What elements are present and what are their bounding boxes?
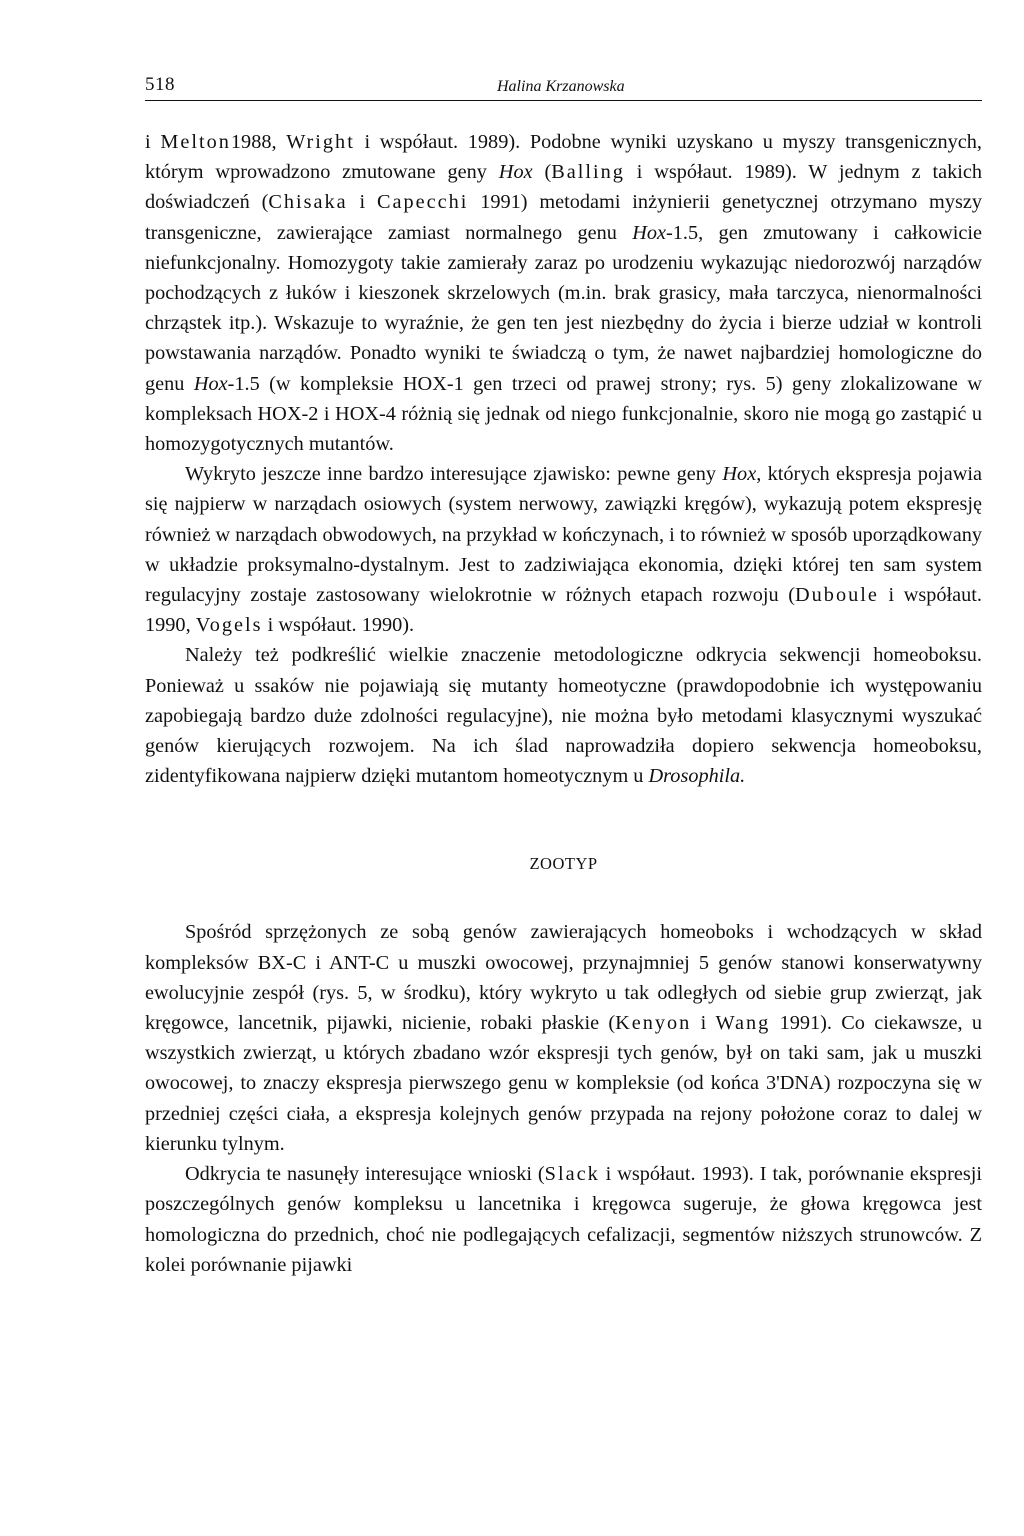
text-run: 1988, [230, 131, 287, 153]
paragraphs-after-heading [145, 917, 982, 1279]
text-run: -1.5, gen zmutowany i całkowicie niefunkcjonalny. Homozygoty takie zamierały zaraz po urodzeniu wykazując niedorozwój narządów pochodzących z łuków i kieszonek skrzelowych (m.in. brak grasicy, mała tarczyca, nienormalności chrząstek itp.). Wskazuje to wyraźnie, że gen ten jest niezbędny do życia i bierze udział w kontroli powstawania narządów. Ponadto wyniki te świadczą o tym, że nawet najbardziej homologiczne do genu [145, 221, 982, 395]
author-name: Wright [286, 131, 355, 153]
text-run: i współaut. 1989). Podobne wyniki uzyskano u myszy transgenicznych, którym wprowadzono zmutowane geny [145, 131, 982, 184]
text-run: i [145, 131, 161, 153]
italic-term: Hox [722, 463, 757, 486]
author-name: Duboule [795, 584, 879, 607]
section-heading: ZOOTYP [529, 854, 598, 874]
text-run: Spośród sprzężonych ze sobą genów zawierających homeoboks i wchodzących w skład kompleksów BX-C i ANT-C u muszki owocowej, przynajmniej 5 genów stanowi konserwatywny ewolucyjnie zespół (rys. 5, w środku), który wykryto u tak odległych od siebie grup zwierząt, jak kręgowce, lancetnik, pijawki, nicienie, robaki płaskie ( [145, 921, 982, 1035]
text-run: -1.5 (w kompleksie HOX-1 gen trzeci od prawej strony; rys. 5) geny zlokalizowane w kompleksach HOX-2 i HOX-4 różnią się jednak od niego funkcjonalnie, skoro nie mogą go zastąpić u homozygotycznych mutantów. [145, 372, 982, 456]
paragraph [145, 1159, 982, 1280]
text-run: i współaut. 1990, [145, 584, 982, 637]
text-run: Wykryto jeszcze inne bardzo interesujące zjawisko: pewne geny [185, 463, 723, 486]
paragraph [145, 459, 982, 640]
author-name: Chisaka [268, 191, 348, 214]
paragraph [145, 917, 982, 1159]
author-name: Kenyon [615, 1012, 692, 1035]
text-run: i [347, 191, 377, 214]
author-name: Wang [715, 1012, 771, 1035]
text-run: i współaut. 1989). W jednym z takich doświadczeń ( [145, 161, 982, 214]
page-header [145, 70, 982, 101]
text-run: i współaut. 1990). [262, 614, 415, 637]
text-run: 1991). Co ciekawsze, u wszystkich zwierząt, u których zbadano wzór ekspresji tych genów, był on taki sam, jak u muszki owocowej, to znaczy ekspresja pierwszego genu w kompleksie (od końca 3'DNA) rozpoczyna się w przedniej części ciała, a ekspresja kolejnych genów przypada na rejony położone coraz to dalej w kierunku tylnym. [145, 1012, 983, 1155]
paragraph [145, 640, 982, 791]
paragraphs-before-heading [145, 127, 982, 791]
paragraph [145, 127, 982, 459]
page-number: 518 [145, 74, 175, 95]
italic-term: Hox [193, 372, 228, 395]
book-page [145, 70, 982, 1280]
italic-term: Hox [632, 221, 667, 244]
italic-term: Drosophila. [648, 765, 746, 788]
text-run: ( [532, 161, 552, 184]
author-name: Melton [160, 131, 231, 153]
author-name: Capecchi [376, 191, 469, 214]
running-head-author: Halina Krzanowska [497, 78, 625, 95]
text-run: Odkrycia te nasunęły interesujące wnioski ( [185, 1163, 545, 1186]
text-run: 1991) metodami inżynierii genetycznej otrzymano myszy transgeniczne, zawierające zamiast normalnego genu [145, 191, 982, 244]
author-name: Slack [544, 1163, 600, 1186]
italic-term: Hox [498, 161, 533, 184]
text-run: i [691, 1012, 716, 1035]
text-run: , których ekspresja pojawia się najpierw w narządach osiowych (system nerwowy, zawiązki kręgów), wykazują potem ekspresję również w narządach obwodowych, na przykład w kończynach, i to również w sposób uporządkowany w układzie proksymalno-dystalnym. Jest to zadziwiająca ekonomia, dzięki której ten sam system regulacyjny zostaje zastosowany wielokrotnie w różnych etapach rozwoju ( [145, 463, 982, 607]
author-name: Vogels [195, 614, 263, 637]
author-name: Balling [551, 161, 625, 184]
text-run: Należy też podkreślić wielkie znaczenie metodologiczne odkrycia sekwencji homeoboksu. Ponieważ u ssaków nie pojawiają się mutanty homeotyczne (prawdopodobnie ich występowaniu zapobiegają bardzo duże zdolności regulacyjne), nie można było metodami klasycznymi wyszukać genów kierujących rozwojem. Na ich ślad naprowadziła dopiero sekwencja homeoboksu, zidentyfikowana najpierw dzięki mutantom homeotycznym u [145, 644, 982, 788]
body-text [145, 127, 982, 1280]
text-run: i współaut. 1993). I tak, porównanie ekspresji poszczególnych genów kompleksu u lancetnika i kręgowca sugeruje, że głowa kręgowca jest homologiczna do przednich, choć nie podlegających cefalizacji, segmentów niższych strunowców. Z kolei porównanie pijawki [145, 1163, 982, 1276]
